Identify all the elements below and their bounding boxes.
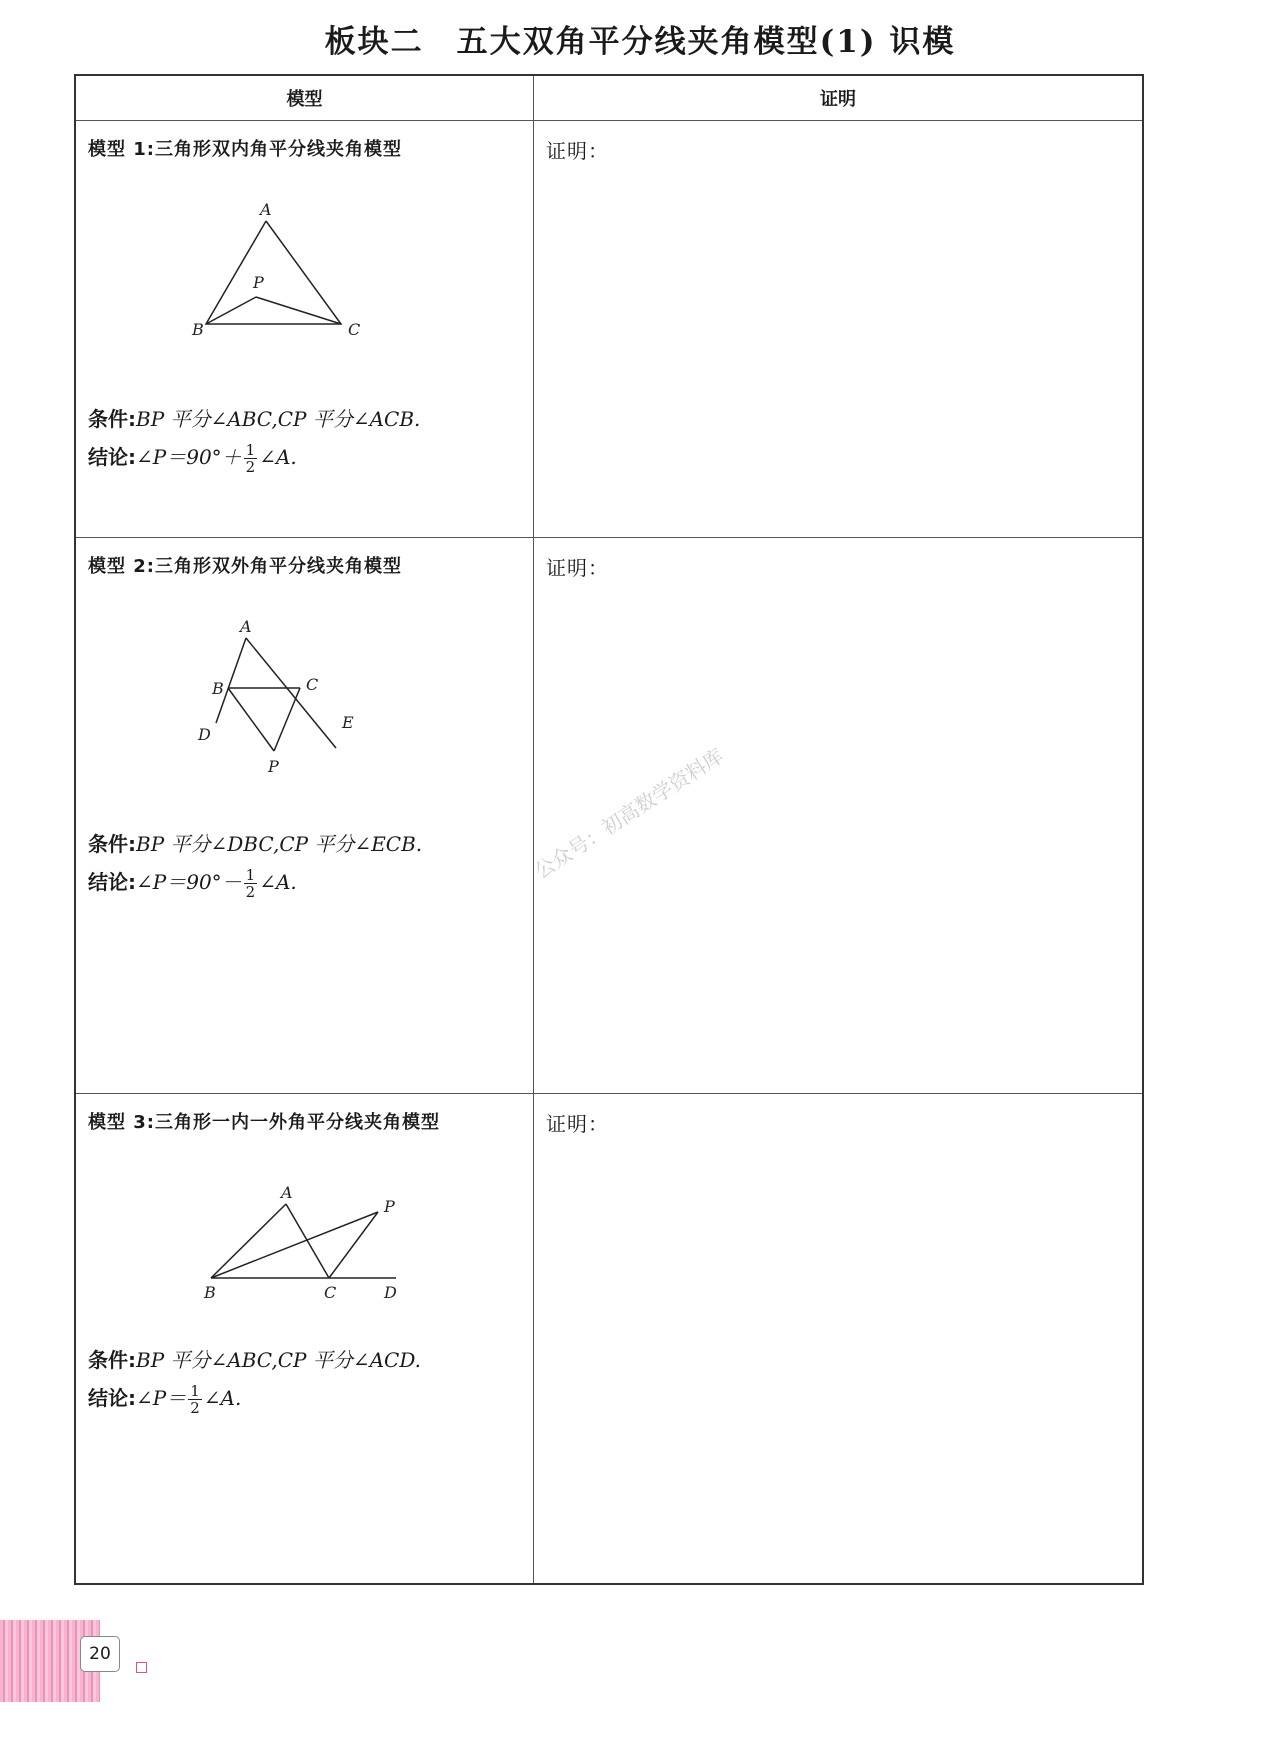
page-title: 板块二 五大双角平分线夹角模型(1) 识模 bbox=[324, 24, 956, 60]
conclusion-label: 结论: bbox=[88, 1386, 136, 1410]
page-number: 20 bbox=[80, 1636, 120, 1672]
label-b: B bbox=[192, 320, 204, 339]
fraction bbox=[188, 1383, 202, 1417]
fraction-numerator: 1 bbox=[245, 865, 256, 884]
model-2-conclusion bbox=[88, 866, 297, 901]
label-d: D bbox=[198, 725, 211, 744]
segment-ab bbox=[211, 1204, 286, 1278]
conclusion-before: ∠P＝90°＋ bbox=[136, 445, 242, 469]
fraction-denominator: 2 bbox=[190, 1399, 200, 1417]
label-e: E bbox=[342, 713, 354, 732]
proof-1-cell[interactable] bbox=[534, 121, 1142, 538]
condition-label: 条件: bbox=[88, 832, 136, 856]
proof-1-label: 证明： bbox=[546, 139, 609, 163]
segment-ac bbox=[286, 1204, 329, 1278]
model-1-cell bbox=[76, 121, 534, 538]
label-p: P bbox=[384, 1197, 395, 1216]
watermark: 公众号：初高数学资料库 bbox=[530, 743, 728, 884]
label-a: A bbox=[240, 617, 252, 636]
proof-2-label: 证明： bbox=[546, 556, 609, 580]
model-2-cell bbox=[76, 538, 534, 1094]
label-c: C bbox=[324, 1283, 337, 1302]
model-3-conclusion bbox=[88, 1382, 241, 1417]
conclusion-after: ∠A. bbox=[259, 870, 297, 894]
segment-cp bbox=[274, 688, 300, 751]
model-1-figure bbox=[176, 201, 376, 361]
fraction-denominator: 2 bbox=[245, 883, 256, 901]
condition-text: BP 平分∠ABC,CP 平分∠ACD. bbox=[136, 1348, 422, 1372]
label-c: C bbox=[306, 675, 319, 694]
conclusion-label: 结论: bbox=[88, 445, 136, 469]
label-p: P bbox=[253, 273, 264, 292]
segment-cp bbox=[256, 297, 341, 324]
header-model: 模型 bbox=[76, 76, 534, 121]
conclusion-after: ∠A. bbox=[259, 445, 297, 469]
condition-text: BP 平分∠ABC,CP 平分∠ACB. bbox=[136, 407, 421, 431]
fraction-denominator: 2 bbox=[245, 458, 256, 476]
condition-label: 条件: bbox=[88, 407, 136, 431]
fraction-numerator: 1 bbox=[190, 1381, 200, 1400]
label-a: A bbox=[281, 1183, 293, 1202]
label-p: P bbox=[268, 757, 279, 776]
model-2-figure bbox=[196, 618, 376, 788]
condition-text: BP 平分∠DBC,CP 平分∠ECB. bbox=[136, 832, 423, 856]
label-b: B bbox=[212, 679, 224, 698]
proof-3-cell[interactable] bbox=[534, 1094, 1142, 1583]
fraction-numerator: 1 bbox=[245, 440, 256, 459]
fraction bbox=[244, 442, 258, 476]
label-d: D bbox=[384, 1283, 397, 1302]
label-b: B bbox=[204, 1283, 216, 1302]
segment-bp bbox=[228, 688, 274, 751]
triangle-abc bbox=[206, 221, 341, 324]
square-icon bbox=[136, 1662, 147, 1673]
label-c: C bbox=[348, 320, 361, 339]
header-proof: 证明 bbox=[534, 76, 1142, 121]
model-1-condition bbox=[88, 403, 420, 432]
model-2-condition bbox=[88, 828, 422, 857]
conclusion-before: ∠P＝90°－ bbox=[136, 870, 242, 894]
conclusion-after: ∠A. bbox=[203, 1386, 242, 1410]
model-3-condition bbox=[88, 1344, 421, 1373]
conclusion-label: 结论: bbox=[88, 870, 136, 894]
model-3-figure bbox=[186, 1174, 416, 1314]
model-1-conclusion bbox=[88, 441, 297, 476]
conclusion-before: ∠P＝ bbox=[136, 1386, 187, 1410]
condition-label: 条件: bbox=[88, 1348, 136, 1372]
fraction bbox=[244, 867, 258, 901]
model-2-title: 模型 2:三角形双外角平分线夹角模型 bbox=[88, 556, 402, 577]
proof-3-label: 证明： bbox=[546, 1112, 609, 1136]
model-1-title: 模型 1:三角形双内角平分线夹角模型 bbox=[88, 139, 402, 160]
model-3-cell bbox=[76, 1094, 534, 1583]
label-a: A bbox=[260, 200, 272, 219]
model-3-title: 模型 3:三角形一内一外角平分线夹角模型 bbox=[88, 1112, 440, 1133]
